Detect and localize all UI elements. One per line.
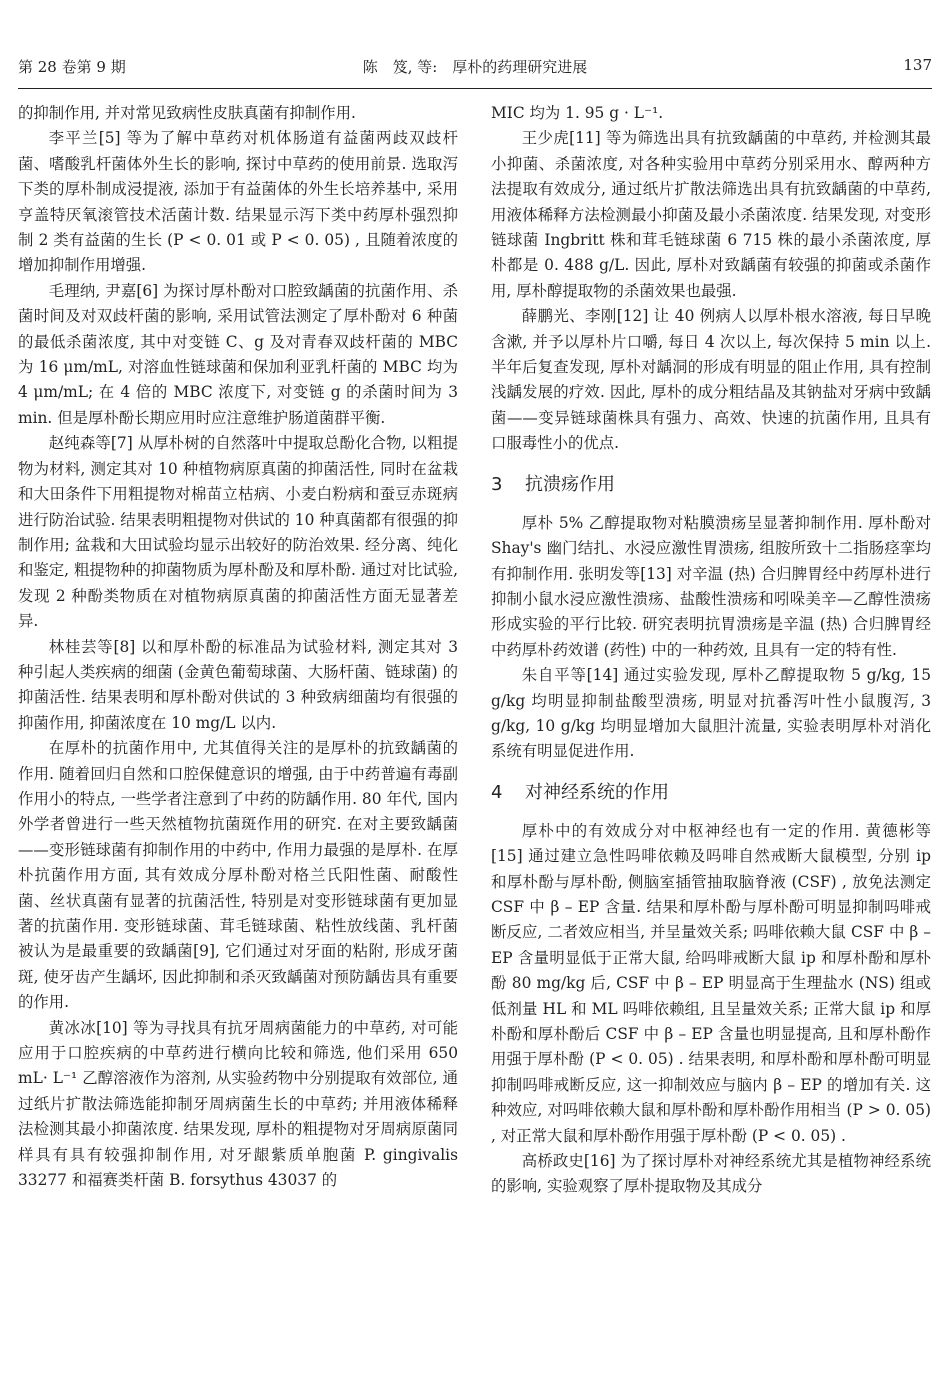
section-title: 抗溃疡作用 [525, 473, 615, 495]
section-heading [491, 781, 931, 805]
section-number: 3 [491, 473, 503, 495]
paragraph: 毛理纳, 尹嘉[6] 为探讨厚朴酚对口腔致龋菌的抗菌作用、杀菌时间及对双歧杆菌的影响, 采用试管法测定了厚朴酚对 6 种菌的最低杀菌浓度, 其中对变链 C、g 及对青春双歧杆菌的 MBC 为 16 μm/mL, 对溶血性链球菌和保加利亚乳杆菌的 MBC 均为 4 μm/mL; 在 4 倍的 MBC 浓度下, 对变链 g 的杀菌时间为 3 min. 但是厚朴酚长期应用时应注意维护肠道菌群平衡. [18, 281, 458, 427]
paragraph: 林桂芸等[8] 以和厚朴酚的标准品为试验材料, 测定其对 3 种引起人类疾病的细菌 (金黄色葡萄球菌、大肠杆菌、链球菌) 的抑菌活性. 结果表明和厚朴酚对供试的 3 种致病细菌均有很强的抑菌作用, 抑菌浓度在 10 mg/L 以内. [18, 637, 458, 732]
paragraph: 赵纯森等[7] 从厚朴树的自然落叶中提取总酚化合物, 以粗提物为材料, 测定其对 10 种植物病原真菌的抑菌活性, 同时在盆栽和大田条件下用粗提物对棉苗立枯病、小麦白粉病和蚕豆赤斑病进行防治试验. 结果表明粗提物对供试的 10 种真菌都有很强的抑制作用; 盆栽和大田试验均显示出较好的防治效果. 经分离、纯化和鉴定, 粗提物种的抑菌物质为厚朴酚及和厚朴酚. 通过对比试验, 发现 2 种酚类物质在对植物病原真菌的抑菌活性方面无显著差异. [18, 434, 459, 631]
running-title: 陈 笈, 等: 厚朴的药理研究进展 [362, 58, 588, 76]
paragraph: 王少虎[11] 等为筛选出具有抗致龋菌的中草药, 并检测其最小抑菌、杀菌浓度, 对各种实验用中草药分别采用水、醇两种方法提取有效成分, 通过纸片扩散法筛选出具有抗致龋菌的中草药, 用液体稀释方法检测最小抑菌及最小杀菌浓度. 结果发现, 对变形链球菌 Ingbritt 株和茸毛链球菌 6 715 株的最小杀菌浓度, 厚朴都是 0. 488 g/L. 因此, 厚朴对致龋菌有较强的抑菌或杀菌作用, 厚朴醇提取物的杀菌效果也最强. [491, 129, 931, 300]
page-number: 137 [903, 56, 932, 74]
paragraph: 的抑制作用, 并对常见致病性皮肤真菌有抑制作用. [18, 104, 356, 122]
left-column [18, 101, 458, 1193]
paragraph: MIC 均为 1. 95 g · L⁻¹. [491, 104, 664, 122]
paragraph: 厚朴中的有效成分对中枢神经也有一定的作用. 黄德彬等[15] 通过建立急性吗啡依赖及吗啡自然戒断大鼠模型, 分别 ip 和厚朴酚与厚朴酚, 侧脑室插管抽取脑脊液 (CSF) , 放免法测定 CSF 中 β – EP 含量. 结果和厚朴酚与厚朴酚可明显抑制吗啡戒断反应, 二者效应相当, 并呈量效关系; 吗啡依赖大鼠 CSF 中 β – EP 含量明显低于正常大鼠, 给吗啡戒断大鼠 ip 和厚朴酚和厚朴酚 80 mg/kg 后, CSF 中 β – EP 明显高于生理盐水 (NS) 组或低剂量 HL 和 ML 吗啡依赖组, 且呈量效关系; 正常大鼠 ip 和厚朴酚和厚朴酚后 CSF 中 β – EP 含量也明显提高, 且和厚朴酚作用强于厚朴酚 (P < 0. 05) . 结果表明, 和厚朴酚和厚朴酚可明显抑制吗啡戒断反应, 这一抑制效应与脑内 β – EP 的增加有关. 这种效应, 对吗啡依赖大鼠和厚朴酚和厚朴酚作用相当 (P > 0. 05) , 对正常大鼠和厚朴酚作用强于厚朴酚 (P < 0. 05) . [491, 821, 931, 1145]
paragraph: 高桥政史[16] 为了探讨厚朴对神经系统尤其是植物神经系统的影响, 实验观察了厚朴提取物及其成分 [491, 1152, 931, 1196]
paragraph: 朱自平等[14] 通过实验发现, 厚朴乙醇提取物 5 g/kg, 15 g/kg 均明显抑制盐酸型溃疡, 明显对抗番泻叶性小鼠腹泻, 3 g/kg, 10 g/kg 均明显增加大鼠胆汁流量, 实验表明厚朴对消化系统有明显促进作用. [491, 666, 931, 761]
section-heading [491, 473, 931, 497]
paragraph: 厚朴 5% 乙醇提取物对粘膜溃疡呈显著抑制作用. 厚朴酚对 Shay's 幽门结扎、水浸应激性胃溃疡, 组胺所致十二指肠痉挛均有抑制作用. 张明发等[13] 对辛温 (热) 合归脾胃经中药厚朴进行抑制小鼠水浸应激性溃疡、盐酸性溃疡和吲哚美辛—乙醇性溃疡形成实验的平行比较. 研究表明抗胃溃疡是辛温 (热) 合归脾胃经中药厚朴药效谱 (药性) 中的一种药效, 且具有一定的特有性. [491, 513, 931, 659]
paragraph: 薛鹏光、李刚[12] 让 40 例病人以厚朴根水溶液, 每日早晚含漱, 并予以厚朴片口嚼, 每日 4 次以上, 每次保持 5 min 以上. 半年后复查发现, 厚朴对龋洞的形成有明显的阻止作用, 具有控制浅龋发展的疗效. 因此, 厚朴的成分粗结晶及其钠盐对牙病中致龋菌——变异链球菌株具有强力、高效、快速的抗菌作用, 且具有口服毒性小的优点. [491, 307, 931, 453]
paragraph: 在厚朴的抗菌作用中, 尤其值得关注的是厚朴的抗致龋菌的作用. 随着回归自然和口腔保健意识的增强, 由于中药普遍有毒副作用小的特点, 一些学者注意到了中药的防龋作用. 80 年代, 国内外学者曾进行一些天然植物抗菌斑作用的研究. 在对主要致龋菌——变形链球菌有抑制作用的中药中, 作用力最强的是厚朴. 在厚朴抗菌作用方面, 其有效成分厚朴酚对格兰氏阳性菌、耐酸性菌、丝状真菌有显著的抗菌活性, 特别是对变形链球菌有更加显著的抗菌作用. 变形链球菌、茸毛链球菌、粘性放线菌、乳杆菌被认为是最重要的致龋菌[9], 它们通过对牙面的粘附, 形成牙菌斑, 使牙齿产生龋坏, 因此抑制和杀灭致龋菌对预防龋齿具有重要的作用. [18, 739, 458, 1012]
section-title: 对神经系统的作用 [525, 781, 669, 803]
journal-issue: 第 28 卷第 9 期 [18, 58, 126, 76]
right-column [491, 101, 931, 1200]
section-number: 4 [491, 781, 503, 803]
header-rule [18, 88, 932, 89]
running-header [18, 56, 932, 82]
paragraph: 黄冰冰[10] 等为寻找具有抗牙周病菌能力的中草药, 对可能应用于口腔疾病的中草药进行横向比较和筛选, 他们采用 650 mL· L⁻¹ 乙醇溶液作为溶剂, 从实验药物中分别提取有效部位, 通过纸片扩散法筛选能抑制牙周病菌生长的中草药; 并用液体稀释法检测其最小抑菌浓度. 结果发现, 厚朴的粗提物对牙周病原菌同样具有具有较强抑制作用, 对牙龈紫质单胞菌 P. gingivalis 33277 和福赛类杆菌 B. forsythus 43037 的 [18, 1018, 458, 1190]
paragraph: 李平兰[5] 等为了解中草药对机体肠道有益菌两歧双歧杆菌、嗜酸乳杆菌体外生长的影响, 探讨中草药的使用前景. 选取泻下类的厚朴制成浸提液, 添加于有益菌体的外生长培养基中, 采用亨盖特厌氧滚管技术活菌计数. 结果显示泻下类中药厚朴强烈抑制 2 类有益菌的生长 (P < 0. 01 或 P < 0. 05) , 且随着浓度的增加抑制作用增强. [18, 129, 458, 275]
